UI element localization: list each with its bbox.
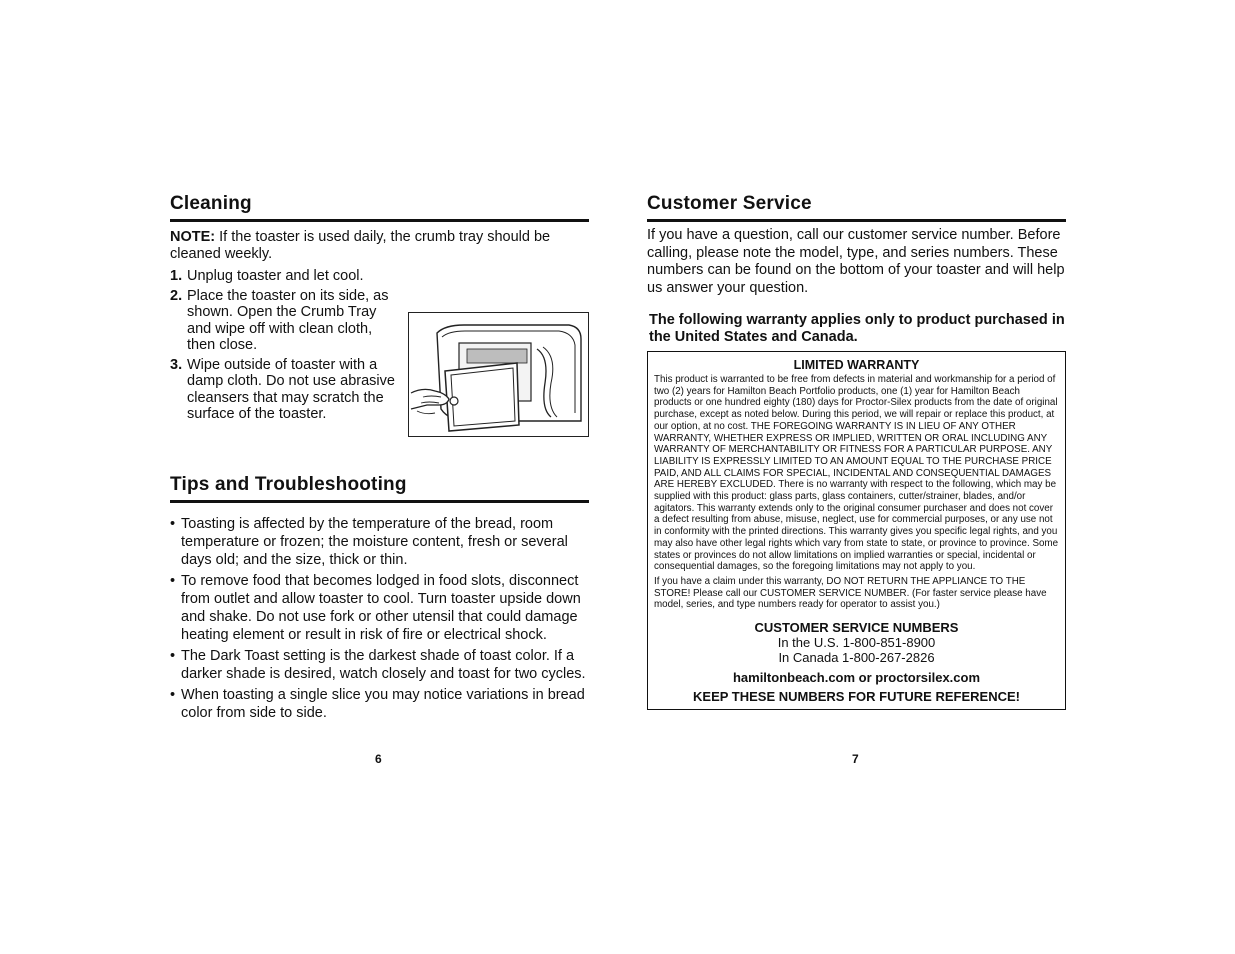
warranty-title: LIMITED WARRANTY: [793, 358, 920, 372]
tip-item: • When toasting a single slice you may notice variations in bread color from side to side.: [170, 686, 589, 722]
step-text: Place the toaster on its side, as shown. Open the Crumb Tray and wipe off with clean cloth, then close.: [187, 287, 389, 353]
tips-list: [170, 515, 589, 722]
right-page: [647, 193, 1066, 710]
warranty-claim-instructions: If you have a claim under this warranty, DO NOT RETURN THE APPLIANCE TO THE STORE! Please call our CUSTOMER SERVICE NUMBER. (For faster service please have model, series, and type numbers ready for operator to assist you.): [654, 575, 1047, 611]
page-number-right: 7: [852, 752, 859, 766]
step-text: Wipe outside of toaster with a damp cloth. Do not use abrasive cleansers that may scratch the surface of the toaster.: [187, 356, 395, 422]
limited-warranty-box: [647, 351, 1066, 710]
step-number: 3.: [170, 356, 183, 373]
canada-phone-number: In Canada 1-800-267-2826: [778, 650, 935, 666]
websites: hamiltonbeach.com or proctorsilex.com: [732, 670, 981, 686]
tips-heading: Tips and Troubleshooting: [170, 474, 589, 503]
step-number: 2.: [170, 287, 183, 304]
step-number: 1.: [170, 268, 183, 284]
left-page: [170, 193, 589, 725]
note-label: NOTE:: [170, 229, 216, 245]
cleaning-step: [170, 268, 410, 285]
service-numbers-title: CUSTOMER SERVICE NUMBERS: [754, 620, 959, 636]
toaster-illustration: [408, 312, 589, 437]
tip-item: • The Dark Toast setting is the darkest shade of toast color. If a darker shade is desired, watch closely and toast for two cycles.: [170, 647, 589, 683]
note-text: If the toaster is used daily, the crumb tray should be cleaned weekly.: [170, 229, 551, 262]
toaster-crumb-tray-drawing: [409, 313, 588, 436]
cleaning-steps: [170, 268, 410, 423]
us-phone-number: In the U.S. 1-800-851-8900: [777, 635, 936, 651]
keep-numbers-notice: KEEP THESE NUMBERS FOR FUTURE REFERENCE!: [693, 689, 1020, 705]
page-number-left: 6: [375, 752, 382, 766]
warranty-terms: This product is warranted to be free from defects in material and workmanship for a period of two (2) years for Hamilton Beach Portfolio products, one (1) year for Hamilton Beach products or one hundred eighty (180) days for Proctor-Silex products from the date of original purchase, except as noted below. During this period, we will repair or replace this product, at our option, at no cost. THE FOREGOING WARRANTY IS IN LIEU OF ANY OTHER WARRANTY, WHETHER EXPRESS OR IMPLIED, WRITTEN OR ORAL INCLUDING ANY WARRANTY OF MERCHANTABILITY OR FITNESS FOR A PARTICULAR PURPOSE. ANY LIABILITY IS EXPRESSLY LIMITED TO AN AMOUNT EQUAL TO THE PURCHASE PRICE PAID, AND ALL CLAIMS FOR SPECIAL, INCIDENTAL AND CONSEQUENTIAL DAMAGES ARE HEREBY EXCLUDED. There is no warranty with respect to the following, which may be supplied with this product: glass parts, glass containers, cutter/strainer, blades, and/or agitators. This warranty extends only to the original consumer purchaser and does not cover a defect resulting from abuse, misuse, neglect, use for commercial purposes, or any use not in conformity with the printed directions. This warranty gives you specific legal rights, and you may also have other legal rights which vary from state to state, or province to province. Some states or provinces do not allow limitations on implied warranties or special, incidental or consequential damages, so the foregoing limitations may not apply to you.: [654, 374, 1059, 573]
warranty-applicability: The following warranty applies only to product purchased in the United States and Canada.: [649, 312, 1065, 345]
customer-service-intro: If you have a question, call our customer service number. Before calling, please note the model, type, and series numbers. These numbers can be found on the bottom of your toaster and will help us answer your question.: [647, 227, 1065, 296]
tip-item: • To remove food that becomes lodged in food slots, disconnect from outlet and allow toaster to cool. Turn toaster upside down and shake. Do not use fork or other utensil that could damage heating element or result in risk of fire or electrical shock.: [170, 572, 589, 644]
cleaning-steps-block: [170, 268, 589, 434]
customer-service-heading: Customer Service: [647, 193, 1066, 222]
step-text: Unplug toaster and let cool.: [187, 268, 364, 284]
cleaning-heading: Cleaning: [170, 193, 589, 222]
cleaning-note: [170, 229, 589, 263]
cleaning-step: [170, 357, 412, 423]
tip-item: • Toasting is affected by the temperature of the bread, room temperature or frozen; the moisture content, fresh or several days old; and the size, thick or thin.: [170, 515, 589, 569]
cleaning-step: [170, 288, 399, 354]
